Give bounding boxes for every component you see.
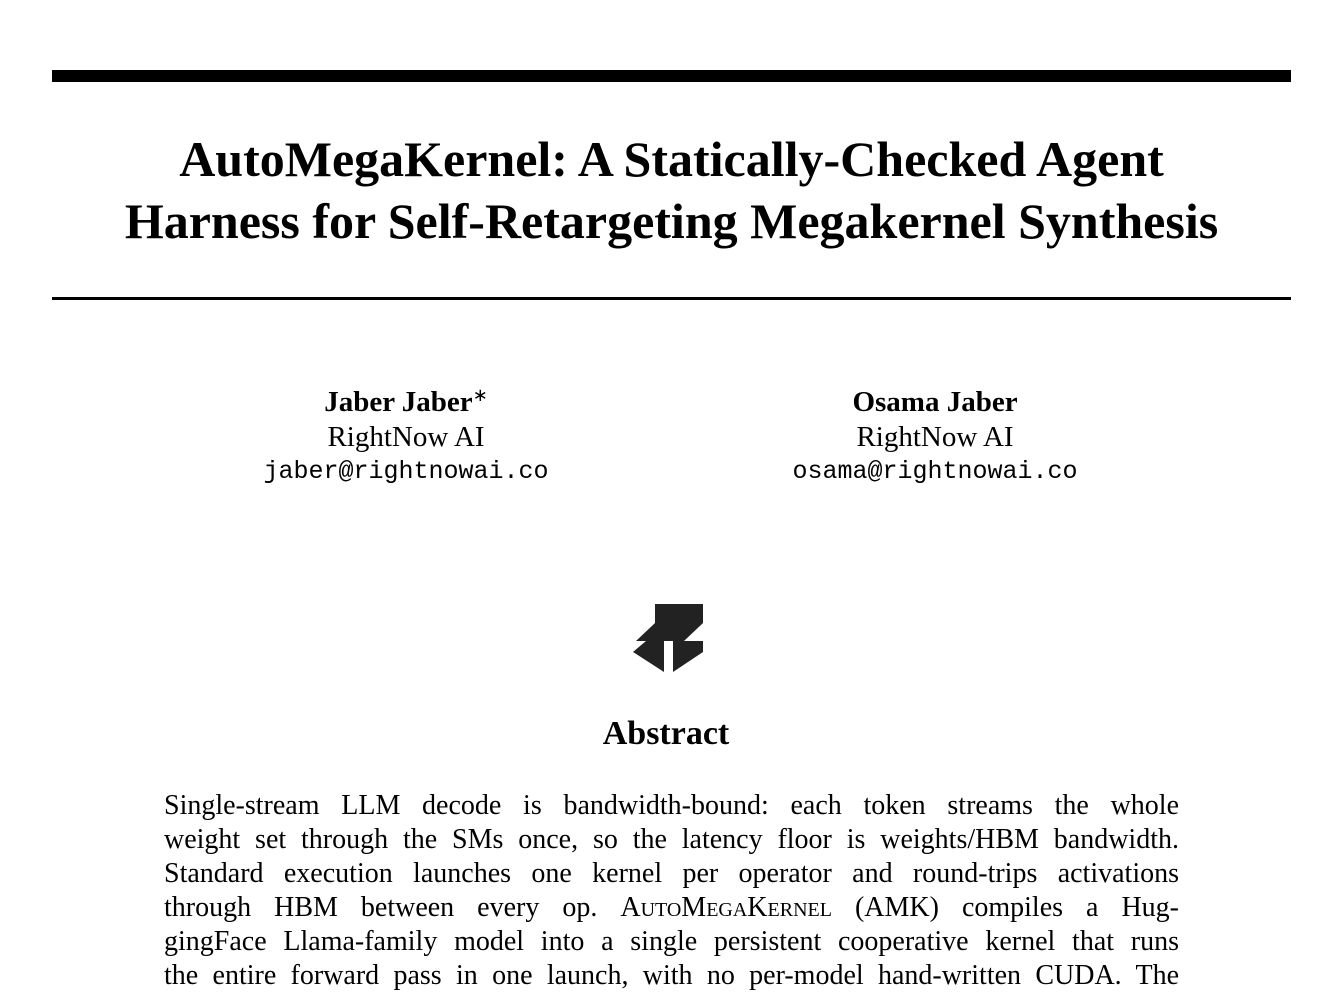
title-bottom-rule [52,297,1291,300]
abstract-line: gingFace Llama-family model into a single persistent cooperative kernel that runs [164,926,1179,957]
paper-title-line-2: Harness for Self-Retargeting Megakernel Synthesis [124,193,1219,249]
abstract-line [164,891,1179,925]
abstract-line-start: through HBM between every op. [164,892,598,923]
author-name: Osama Jaber [852,386,1018,418]
author-affiliation: RightNow AI [856,421,1014,453]
author-email: jaber@rightnowai.co [263,457,549,486]
paper-title [52,128,1291,252]
rightnow-ai-logo-icon [630,601,706,675]
author-email: osama@rightnowai.co [792,457,1078,486]
paper-title-line-1: AutoMegaKernel: A Statically-Checked Agent [179,131,1164,187]
corresponding-author-mark: ∗ [472,385,488,405]
abstract-line: weight set through the SMs once, so the latency floor is weights/HBM bandwidth. [164,824,1179,855]
title-top-rule [52,70,1291,82]
author-block-2 [725,385,1145,490]
author-affiliation: RightNow AI [327,421,485,453]
abstract-line: Standard execution launches one kernel per operator and round-trips activations [164,858,1179,889]
abstract-line: the entire forward pass in one launch, with no per-model hand-written CUDA. The [164,960,1179,991]
abstract-line-end: (AMK) compiles a Hug- [854,892,1180,923]
system-name: AutoMegaKernel [620,892,832,923]
abstract-heading: Abstract [602,715,730,752]
abstract-body [164,789,1179,993]
abstract-line: Single-stream LLM decode is bandwidth-bound: each token streams the whole [164,790,1179,821]
author-name: Jaber Jaber∗ [324,385,488,418]
author-block-1 [196,385,616,490]
